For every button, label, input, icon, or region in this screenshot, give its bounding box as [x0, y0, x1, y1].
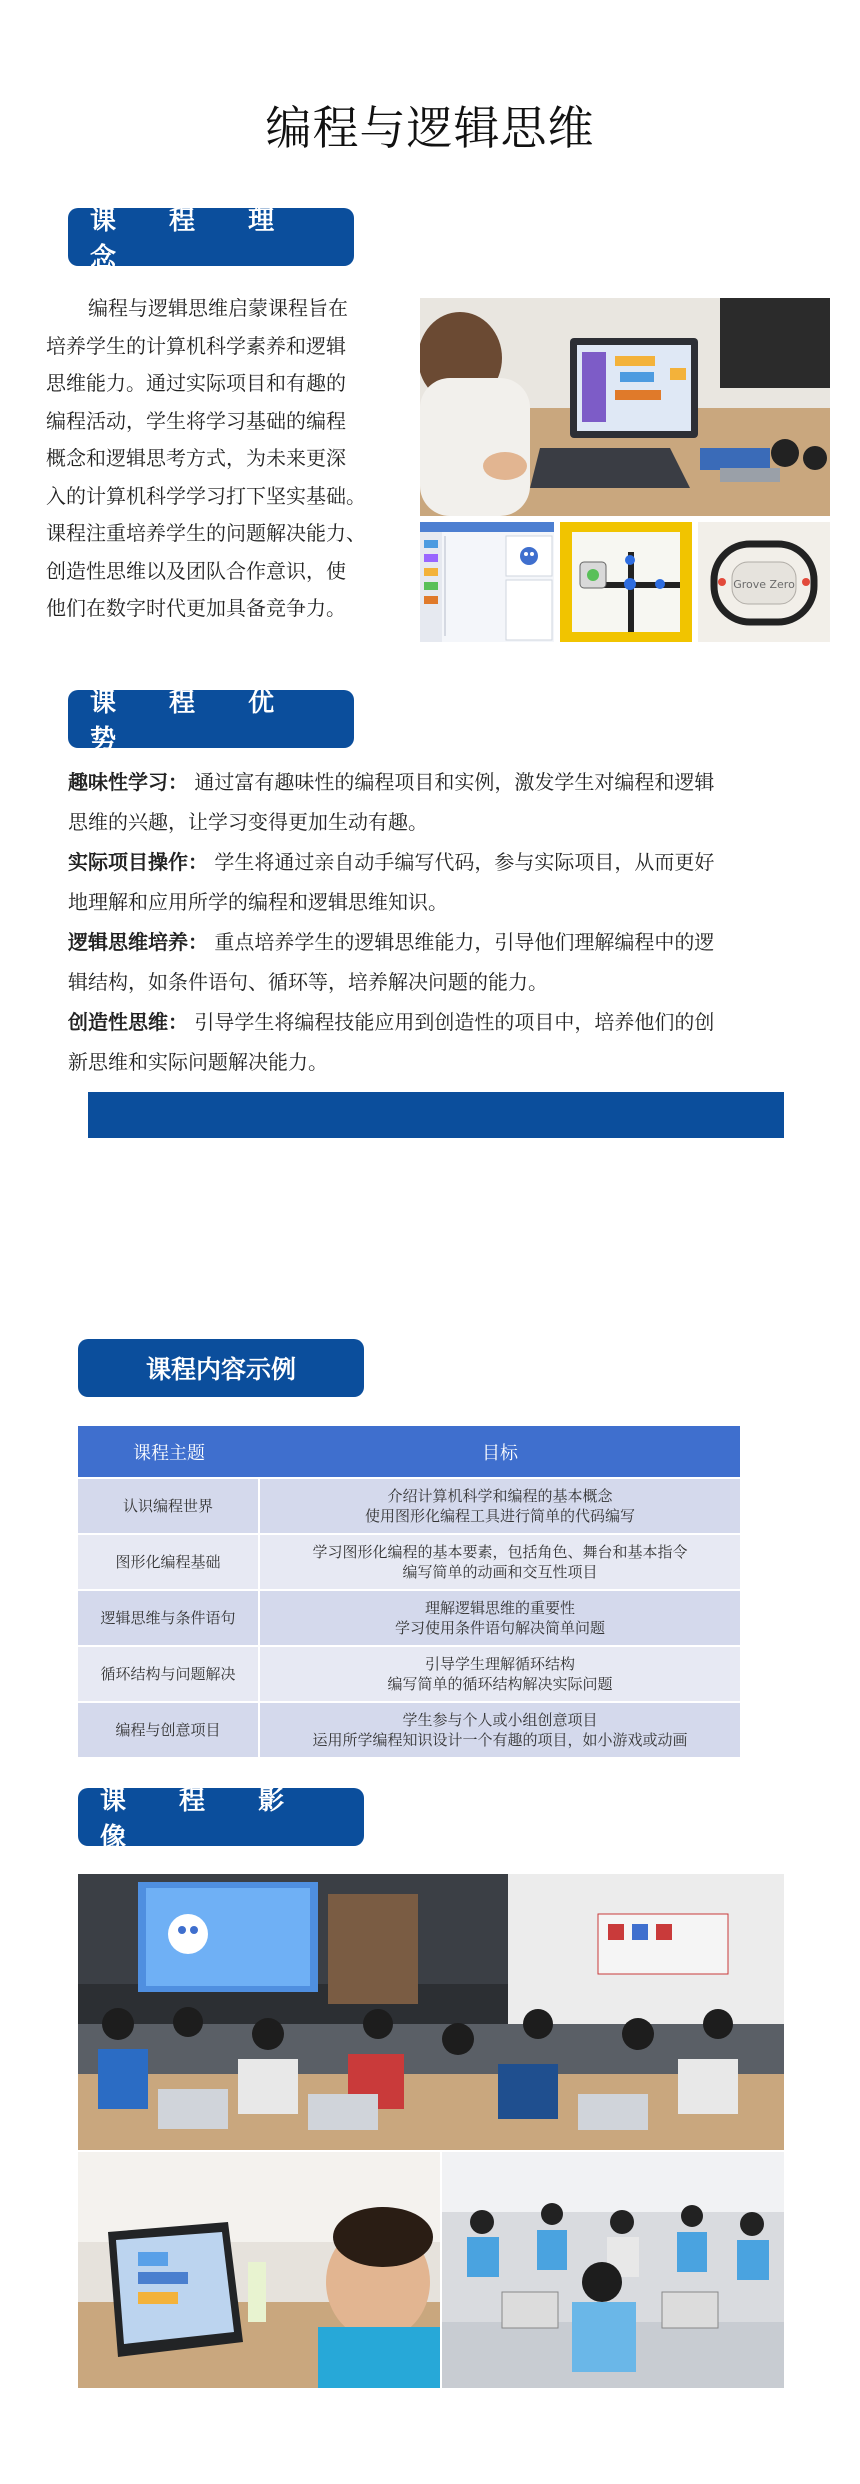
col-goal-header: 目标: [260, 1426, 740, 1477]
section-divider-bar: [88, 1092, 784, 1138]
concept-line: 培养学生的计算机科学素养和逻辑: [46, 333, 346, 358]
advantage-text: 思维的兴趣，让学习变得更加生动有趣。: [68, 810, 428, 834]
goal-line: 学习使用条件语句解决简单问题: [394, 1619, 605, 1637]
col-topic-header: 课程主题: [78, 1426, 260, 1477]
goal-cell: [260, 1533, 740, 1589]
table-row: [78, 1533, 740, 1589]
page-title: 编程与逻辑思维: [265, 101, 595, 155]
goal-line: 学生参与个人或小组创意项目: [402, 1711, 598, 1729]
concept-text: [46, 290, 416, 628]
concept-line: 他们在数字时代更加具备竞争力。: [46, 596, 346, 620]
goal-line: 编写简单的动画和交互性项目: [402, 1563, 598, 1581]
concept-line: 编程活动，学生将学习基础的编程: [46, 408, 346, 433]
advantage-text: 新思维和实际问题解决能力。: [68, 1050, 328, 1074]
table-row: [78, 1477, 740, 1533]
advantage-text: 辑结构，如条件语句、循环等，培养解决问题的能力。: [68, 970, 548, 994]
advantage-item: [68, 842, 798, 882]
goal-line: 使用图形化编程工具进行简单的代码编写: [364, 1507, 635, 1525]
table-row: [78, 1701, 740, 1757]
advantage-term: 逻辑思维培养：: [68, 930, 208, 954]
lecture-hall-photo: [78, 1874, 784, 2150]
advantages-heading: 课 程 优 势: [68, 690, 354, 748]
line-track-robot-photo: [560, 522, 692, 642]
advantages-list: [68, 762, 798, 1082]
goal-line: 理解逻辑思维的重要性: [424, 1599, 575, 1617]
concept-line: 概念和逻辑思考方式，为未来更深: [46, 446, 346, 470]
course-table: [78, 1426, 740, 1757]
child-laptop-coding-photo: [420, 298, 830, 516]
advantage-text: 引导学生将编程技能应用到创造性的项目中，培养他们的创: [194, 1010, 715, 1034]
concept-line: 入的计算机科学学习打下坚实基础。: [46, 483, 366, 508]
advantage-term: 实际项目操作：: [68, 850, 208, 874]
goal-line: 引导学生理解循环结构: [424, 1655, 575, 1673]
concept-line: 课程注重培养学生的问题解决能力、: [46, 521, 366, 545]
advantage-item: [68, 762, 798, 802]
topic-cell: 逻辑思维与条件语句: [78, 1589, 260, 1645]
advantage-text: 地理解和应用所学的编程和逻辑思维知识。: [68, 890, 448, 914]
advantage-text: 学生将通过亲自动手编写代码，参与实际项目，从而更好: [214, 850, 715, 874]
table-row: [78, 1645, 740, 1701]
goal-line: 运用所学编程知识设计一个有趣的项目，如小游戏或动画: [312, 1731, 688, 1749]
grove-zero-track-photo: [698, 522, 830, 642]
topic-cell: 循环结构与问题解决: [78, 1645, 260, 1701]
content-heading: 课程内容示例: [78, 1339, 364, 1397]
gallery-heading: 课 程 影 像: [78, 1788, 364, 1846]
classroom-students-photo: [442, 2152, 784, 2388]
goal-cell: [260, 1645, 740, 1701]
goal-cell: [260, 1589, 740, 1645]
advantage-item: [68, 1002, 798, 1042]
goal-cell: [260, 1701, 740, 1757]
topic-cell: 编程与创意项目: [78, 1701, 260, 1757]
advantage-term: 趣味性学习：: [68, 770, 188, 794]
table-header-row: [78, 1426, 740, 1477]
goal-line: 学习图形化编程的基本要素，包括角色、舞台和基本指令: [312, 1543, 688, 1561]
scratch-editor-screenshot: [420, 522, 554, 642]
goal-line: 介绍计算机科学和编程的基本概念: [387, 1487, 613, 1505]
grove-zero-label: Grove Zero: [733, 578, 795, 591]
goal-line: 编写简单的循环结构解决实际问题: [387, 1675, 613, 1693]
advantage-text: 重点培养学生的逻辑思维能力，引导他们理解编程中的逻: [214, 930, 715, 954]
concept-line: 创造性思维以及团队合作意识，使: [46, 558, 346, 583]
advantage-term: 创造性思维：: [68, 1010, 188, 1034]
table-row: [78, 1589, 740, 1645]
concept-line: 编程与逻辑思维启蒙课程旨在: [88, 296, 348, 320]
concept-heading: 课 程 理 念: [68, 208, 354, 266]
advantage-item: [68, 922, 798, 962]
child-at-laptop-photo: [78, 2152, 440, 2388]
topic-cell: 认识编程世界: [78, 1477, 260, 1533]
concept-line: 思维能力。通过实际项目和有趣的: [46, 371, 346, 395]
advantage-text: 通过富有趣味性的编程项目和实例，激发学生对编程和逻辑: [194, 770, 715, 794]
goal-cell: [260, 1477, 740, 1533]
topic-cell: 图形化编程基础: [78, 1533, 260, 1589]
